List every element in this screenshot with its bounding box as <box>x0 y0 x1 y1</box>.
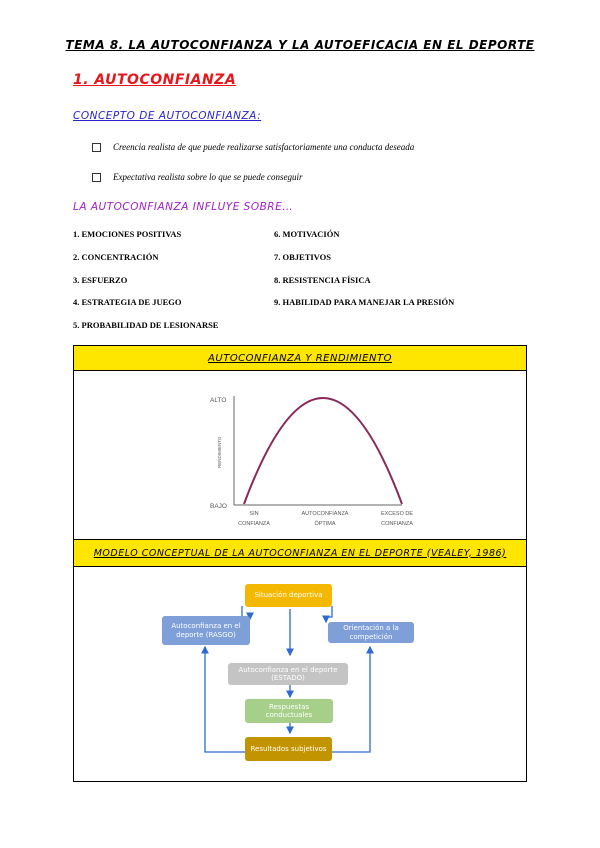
x-tick-label: EXCESO DE <box>380 511 414 517</box>
x-tick-label: CONFIANZA <box>381 521 413 527</box>
box-orientacion-competicion: Orientación a la competición <box>328 622 414 643</box>
bullet-item <box>92 142 414 152</box>
box-situacion-deportiva: Situación deportiva <box>245 584 332 607</box>
influence-item: 3. ESFUERZO <box>73 275 128 285</box>
x-tick-label: CONFIANZA <box>238 521 270 527</box>
influence-item: 9. HABILIDAD PARA MANEJAR LA PRESIÓN <box>274 297 455 307</box>
bullet-text: Expectativa realista sobre lo que se puede conseguir <box>113 172 303 182</box>
box-resultados-subjetivos: Resultados subjetivos <box>245 737 332 761</box>
concept-heading: CONCEPTO DE AUTOCONFIANZA: <box>73 110 262 122</box>
bullet-text: Creencia realista de que puede realizarse satisfactoriamente una conducta deseada <box>113 142 415 152</box>
influence-item: 5. PROBABILIDAD DE LESIONARSE <box>73 320 219 330</box>
influence-item: 6. MOTIVACIÓN <box>274 229 340 239</box>
influence-item: 2. CONCENTRACIÓN <box>73 252 159 262</box>
y-tick-label: ALTO <box>210 397 227 404</box>
panel-header-rendimiento: AUTOCONFIANZA Y RENDIMIENTO <box>74 346 526 371</box>
performance-curve <box>244 398 402 504</box>
influence-heading: LA AUTOCONFIANZA INFLUYE SOBRE… <box>73 201 294 213</box>
box-respuestas-conductuales: Respuestas conductuales <box>245 699 333 723</box>
checkbox-icon <box>92 143 101 152</box>
x-tick-label: ÓPTIMA <box>314 521 336 527</box>
influence-item: 1. EMOCIONES POSITIVAS <box>73 229 182 239</box>
x-tick-label: SIN <box>249 511 259 517</box>
checkbox-icon <box>92 173 101 182</box>
x-tick-label: AUTOCONFIANZA <box>301 511 349 517</box>
section-heading-autoconfianza: 1. AUTOCONFIANZA <box>73 72 237 88</box>
box-autoconfianza-estado: Autoconfianza en el deporte (ESTADO) <box>228 663 348 685</box>
y-axis-label: RENDIMIENTO <box>217 436 222 468</box>
influence-item: 8. RESISTENCIA FÍSICA <box>274 275 371 285</box>
box-autoconfianza-rasgo: Autoconfianza en el deporte (RASGO) <box>162 616 250 645</box>
influence-item: 4. ESTRATEGIA DE JUEGO <box>73 297 182 307</box>
bullet-item <box>92 172 303 182</box>
panel-header-modelo: MODELO CONCEPTUAL DE LA AUTOCONFIANZA EN EL DEPORTE (VEALEY, 1986) <box>74 539 526 567</box>
inverted-u-chart <box>190 388 430 528</box>
y-tick-label: BAJO <box>210 503 227 510</box>
influence-item: 7. OBJETIVOS <box>274 252 331 262</box>
document-title: TEMA 8. LA AUTOCONFIANZA Y LA AUTOEFICACIA EN EL DEPORTE <box>65 38 535 52</box>
arrow <box>326 606 332 622</box>
